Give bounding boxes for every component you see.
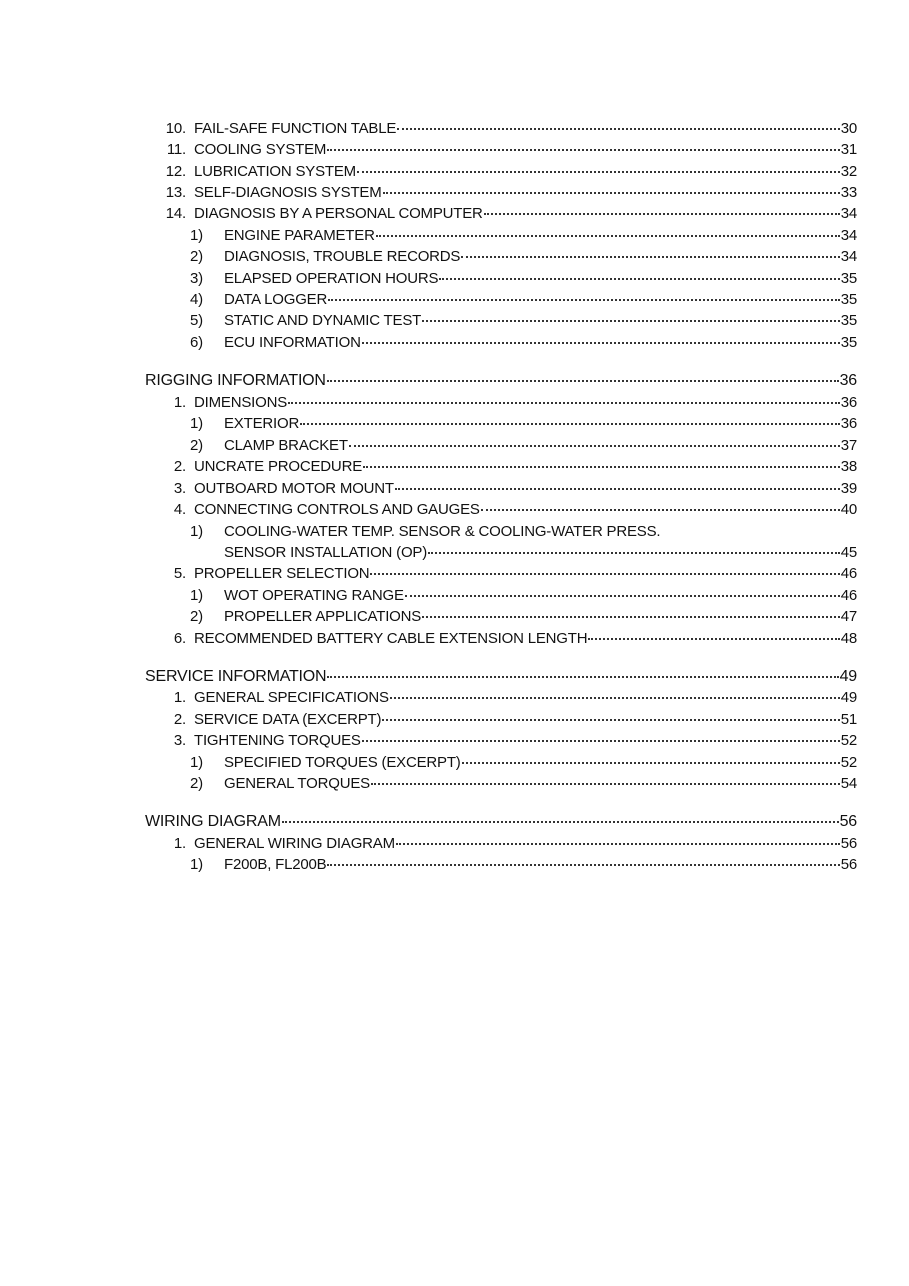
toc-entry-line [194,161,857,183]
toc-entry[interactable] [0,332,909,354]
toc-entry-number: 4) [190,291,203,308]
toc-entry-title: SERVICE DATA (EXCERPT) [194,711,382,728]
toc-entry[interactable] [0,392,909,414]
toc-entry-page-number: 35 [840,291,857,308]
toc-entry-title: ELAPSED OPERATION HOURS [224,270,439,287]
toc-entry-title: UNCRATE PROCEDURE [194,458,363,475]
dot-leader [461,254,839,258]
toc-entry-title: WOT OPERATING RANGE [224,587,404,604]
dot-leader [484,211,840,215]
toc-entry-page-number: 35 [840,334,857,351]
toc-entry-title: GENERAL WIRING DIAGRAM [194,835,395,852]
toc-entry-line [194,563,857,585]
toc-entry-title: F200B, FL200B [224,856,327,873]
toc-entry[interactable] [0,499,909,521]
toc-entry-page-number: 34 [840,248,857,265]
toc-entry-line [224,435,857,457]
dot-leader [422,318,840,322]
toc-entry-line [194,687,857,709]
toc-entry-line [194,709,857,731]
toc-entry[interactable] [0,730,909,752]
toc-entry-title: LUBRICATION SYSTEM [194,163,356,180]
dot-leader [439,276,839,280]
dot-leader [428,550,840,554]
toc-entry-line [224,542,857,564]
toc-entry-page-number: 40 [840,501,857,518]
toc-entry-title: ENGINE PARAMETER [224,227,375,244]
toc-entry-title: DIAGNOSIS, TROUBLE RECORDS [224,248,461,265]
dot-leader [370,571,839,575]
toc-entry[interactable] [0,118,909,140]
toc-entry-page-number: 49 [839,668,857,685]
toc-entry-title: CONNECTING CONTROLS AND GAUGES [194,501,480,518]
toc-entry-number: 12. [165,163,186,180]
toc-entry-number: 3. [173,480,186,497]
toc-entry-number: 1. [173,835,186,852]
toc-entry-page-number: 56 [840,856,857,873]
dot-leader [371,781,840,785]
toc-entry-number: 1) [190,754,203,771]
toc-entry-line [224,606,857,628]
toc-entry-title: PROPELLER SELECTION [194,565,370,582]
toc-entry-number: 6) [190,334,203,351]
toc-entry-title: COOLING-WATER TEMP. SENSOR & COOLING-WATER PRESS. [224,523,661,540]
toc-entry-title: DATA LOGGER [224,291,328,308]
toc-entry[interactable] [0,413,909,435]
toc-entry-page-number: 37 [840,437,857,454]
toc-entry[interactable] [0,687,909,709]
dot-leader [362,738,840,742]
dot-leader [357,169,840,173]
toc-entry-line [224,521,857,543]
dot-leader [288,400,840,404]
toc-entry-page-number: 39 [840,480,857,497]
dot-leader [327,147,839,151]
dot-leader [396,841,840,845]
toc-entry[interactable] [0,139,909,161]
toc-entry-page-number: 36 [839,372,857,389]
dot-leader [376,233,840,237]
toc-entry-page-number: 52 [840,754,857,771]
toc-entry[interactable] [0,478,909,500]
toc-entry-title: STATIC AND DYNAMIC TEST [224,312,422,329]
toc-entry-number: 2) [190,608,203,625]
toc-entry-line [194,628,857,650]
toc-entry[interactable] [0,709,909,731]
toc-entry-page-number: 30 [840,120,857,137]
toc-entry-number: 1. [173,394,186,411]
toc-entry-page-number: 38 [840,458,857,475]
dot-leader [327,378,839,382]
toc-entry-title: RECOMMENDED BATTERY CABLE EXTENSION LENGTH [194,630,588,647]
toc-entry[interactable] [0,310,909,332]
toc-entry[interactable] [0,542,909,564]
toc-entry[interactable] [0,585,909,607]
dot-leader [300,421,840,425]
toc-entry[interactable] [0,606,909,628]
dot-leader [422,614,840,618]
dot-leader [382,717,839,721]
toc-entry-number: 2. [173,711,186,728]
toc-entry-page-number: 45 [840,544,857,561]
toc-entry-number: 1) [190,856,203,873]
toc-entry-line [194,478,857,500]
toc-entry-line [194,139,857,161]
toc-entry-number: 11. [166,141,186,158]
dot-leader [282,819,839,823]
toc-entry-title: CLAMP BRACKET [224,437,348,454]
toc-entry-number: 4. [173,501,186,518]
toc-entry-page-number: 52 [840,732,857,749]
toc-entry-number: 1. [173,689,186,706]
toc-entry-page-number: 46 [840,587,857,604]
toc-entry-title: FAIL-SAFE FUNCTION TABLE [194,120,397,137]
toc-entry-line [194,203,857,225]
dot-leader [363,464,840,468]
toc-entry[interactable] [0,773,909,795]
dot-leader [588,636,839,640]
toc-entry-number: 3) [190,270,203,287]
toc-entry-line [224,289,857,311]
toc-entry[interactable] [0,435,909,457]
toc-entry[interactable] [0,563,909,585]
toc-entry-line [224,332,857,354]
dot-leader [327,862,839,866]
toc-entry[interactable] [0,456,909,478]
dot-leader [390,695,840,699]
toc-entry[interactable] [0,246,909,268]
toc-entry[interactable] [0,161,909,183]
toc-entry-number: 3. [173,732,186,749]
toc-entry[interactable] [0,833,909,855]
toc-entry-number: 2) [190,248,203,265]
toc-entry-title: RIGGING INFORMATION [145,372,326,389]
toc-entry-page-number: 48 [840,630,857,647]
toc-entry[interactable] [0,521,909,543]
toc-entry-title: DIMENSIONS [194,394,288,411]
dot-leader [349,443,840,447]
toc-entry-page-number: 51 [840,711,857,728]
toc-entry-number: 1) [190,415,203,432]
toc-entry-page-number: 35 [840,270,857,287]
toc-entry[interactable] [0,203,909,225]
toc-entry-number: 13. [165,184,186,201]
toc-entry-number: 1) [190,523,203,540]
toc-entry-title: OUTBOARD MOTOR MOUNT [194,480,394,497]
toc-entry-number: 5. [173,565,186,582]
toc-entry-page-number: 54 [840,775,857,792]
toc-entry-line [224,773,857,795]
toc-entry-page-number: 49 [840,689,857,706]
toc-entry-page-number: 34 [840,227,857,244]
toc-entry-line [224,585,857,607]
toc-entry-title: GENERAL SPECIFICATIONS [194,689,389,706]
toc-entry-line [224,310,857,332]
toc-entry-number: 2) [190,437,203,454]
toc-entry-page-number: 36 [840,415,857,432]
toc-entry-page-number: 32 [840,163,857,180]
toc-entry-page-number: 33 [840,184,857,201]
toc-entry-title: SENSOR INSTALLATION (OP) [224,544,428,561]
toc-entry-title: COOLING SYSTEM [194,141,327,158]
toc-entry-page-number: 47 [840,608,857,625]
toc-entry-title: SELF-DIAGNOSIS SYSTEM [194,184,382,201]
toc-entry-line [224,225,857,247]
dot-leader [383,190,840,194]
toc-entry-number: 5) [190,312,203,329]
toc-entry-line [194,730,857,752]
toc-section-heading[interactable] [0,811,909,833]
toc-entry-page-number: 36 [840,394,857,411]
dot-leader [395,486,840,490]
toc-entry-line [145,666,857,688]
toc-entry-page-number: 56 [840,835,857,852]
toc-entry-number: 10. [165,120,186,137]
toc-entry-page-number: 34 [840,205,857,222]
dot-leader [327,674,838,678]
toc-entry-number: 1) [190,227,203,244]
toc-entry-number: 2. [173,458,186,475]
toc-entry[interactable] [0,289,909,311]
toc-entry-line [194,182,857,204]
toc-entry-title: DIAGNOSIS BY A PERSONAL COMPUTER [194,205,483,222]
toc-entry[interactable] [0,225,909,247]
toc-entry-number: 1) [190,587,203,604]
dot-leader [397,126,840,130]
toc-entry-title: ECU INFORMATION [224,334,361,351]
toc-entry[interactable] [0,182,909,204]
toc-entry-line [145,370,857,392]
toc-entry-line [224,268,857,290]
toc-section-heading[interactable] [0,666,909,688]
toc-entry-page-number: 31 [840,141,857,158]
toc-entry-line [194,499,857,521]
dot-leader [462,760,840,764]
toc-entry[interactable] [0,268,909,290]
dot-leader [328,297,840,301]
toc-entry-line [194,456,857,478]
toc-entry[interactable] [0,628,909,650]
toc-entry-line [224,413,857,435]
toc-entry-title: TIGHTENING TORQUES [194,732,361,749]
toc-entry-line [224,752,857,774]
toc-entry-title: GENERAL TORQUES [224,775,370,792]
dot-leader [481,507,840,511]
toc-entry-line [194,392,857,414]
toc-entry-page-number: 56 [839,813,857,830]
toc-entry-number: 6. [173,630,186,647]
toc-entry-title: WIRING DIAGRAM [145,813,281,830]
toc-entry-line [224,246,857,268]
toc-entry-number: 14. [165,205,186,222]
toc-entry[interactable] [0,752,909,774]
toc-entry-title: SPECIFIED TORQUES (EXCERPT) [224,754,461,771]
toc-entry-title: SERVICE INFORMATION [145,668,327,685]
toc-entry-title: EXTERIOR [224,415,300,432]
dot-leader [362,340,840,344]
toc-entry-line [194,833,857,855]
toc-entry-page-number: 35 [840,312,857,329]
dot-leader [405,593,840,597]
toc-entry-line [224,854,857,876]
toc-section-heading[interactable] [0,370,909,392]
toc-entry-line [194,118,857,140]
toc-entry-title: PROPELLER APPLICATIONS [224,608,422,625]
toc-entry-page-number: 46 [840,565,857,582]
toc-entry[interactable] [0,854,909,876]
toc-entry-number: 2) [190,775,203,792]
toc-entry-line [145,811,857,833]
